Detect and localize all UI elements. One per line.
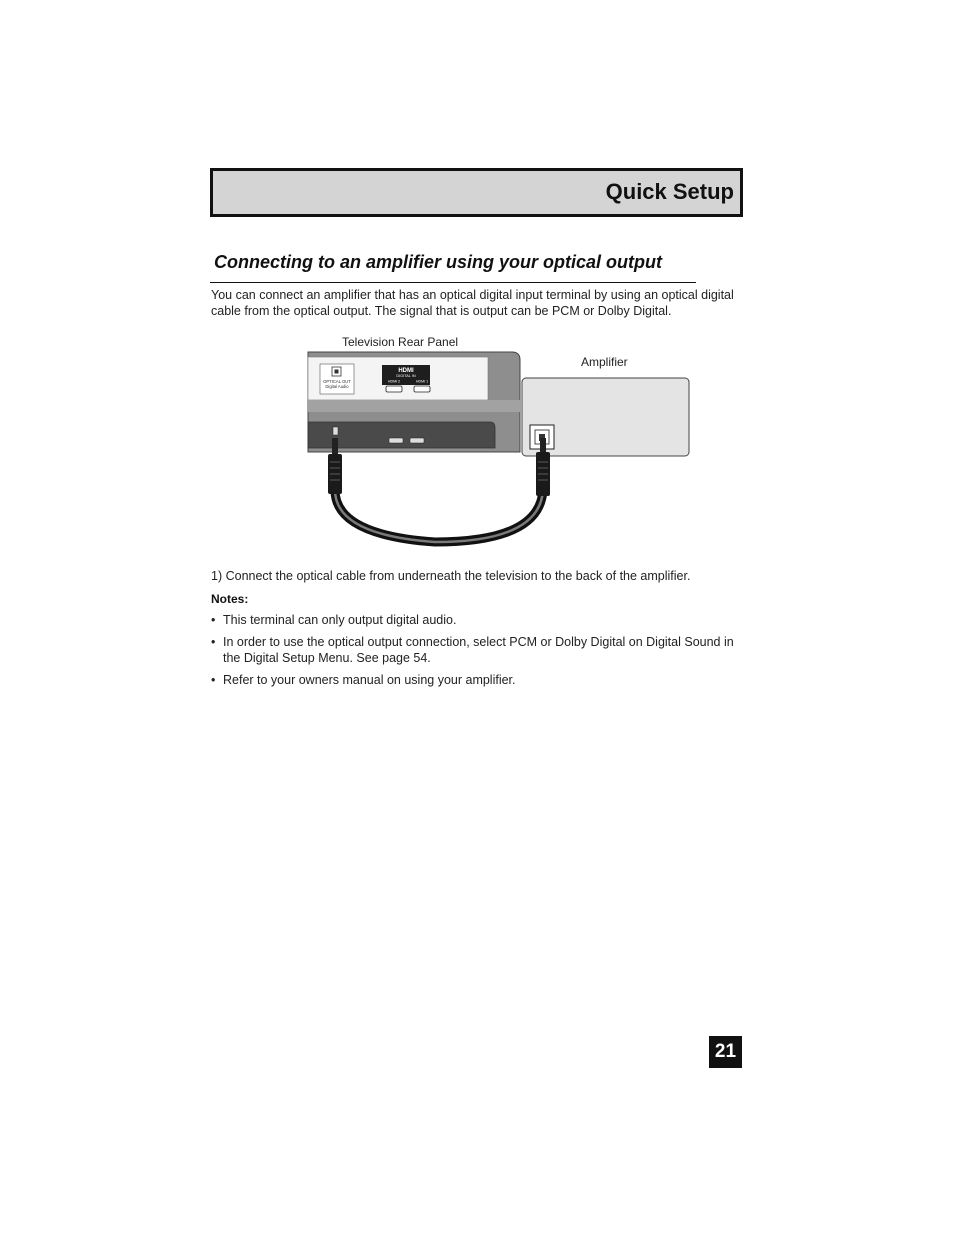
note-item: • Refer to your owners manual on using your amplifier. xyxy=(211,673,743,689)
optical-cable xyxy=(328,438,550,542)
hdmi2-label: HDMI 2 xyxy=(387,379,401,384)
step-1-instruction: 1) Connect the optical cable from underneath the television to the back of the amplifier. xyxy=(211,569,691,583)
section-divider xyxy=(210,282,696,283)
header-bar xyxy=(210,168,743,217)
intro-paragraph: You can connect an amplifier that has an optical digital input terminal by using an optical digital cable from the optical output. The signal that is output can be PCM or Dolby Digital. xyxy=(211,288,734,318)
hdmi1-label: HDMI 1 xyxy=(415,379,429,384)
connection-diagram xyxy=(300,330,700,555)
tv-rear-panel xyxy=(308,352,520,452)
page-title: Quick Setup xyxy=(605,179,734,204)
amplifier-body xyxy=(522,378,689,456)
digital-in-label: DIGITAL IN xyxy=(396,374,416,378)
notes-list xyxy=(211,613,743,695)
note-item: • This terminal can only output digital audio. xyxy=(211,613,743,629)
page-number: 21 xyxy=(709,1036,742,1068)
optical-out-port-box xyxy=(320,364,354,394)
optical-out-label: OPTICAL OUT xyxy=(323,379,351,384)
digital-audio-label: Digital Audio xyxy=(325,384,349,389)
hdmi-logo: HDMI xyxy=(398,368,414,374)
amplifier-label: Amplifier xyxy=(581,355,628,369)
section-title: Connecting to an amplifier using your optical output xyxy=(214,252,662,272)
notes-heading: Notes: xyxy=(211,592,249,606)
note-item: • In order to use the optical output connection, select PCM or Dolby Digital on Digital Sound in the Digital Setup Menu. See page 54. xyxy=(211,635,743,666)
tv-rear-panel-label: Television Rear Panel xyxy=(342,335,459,349)
